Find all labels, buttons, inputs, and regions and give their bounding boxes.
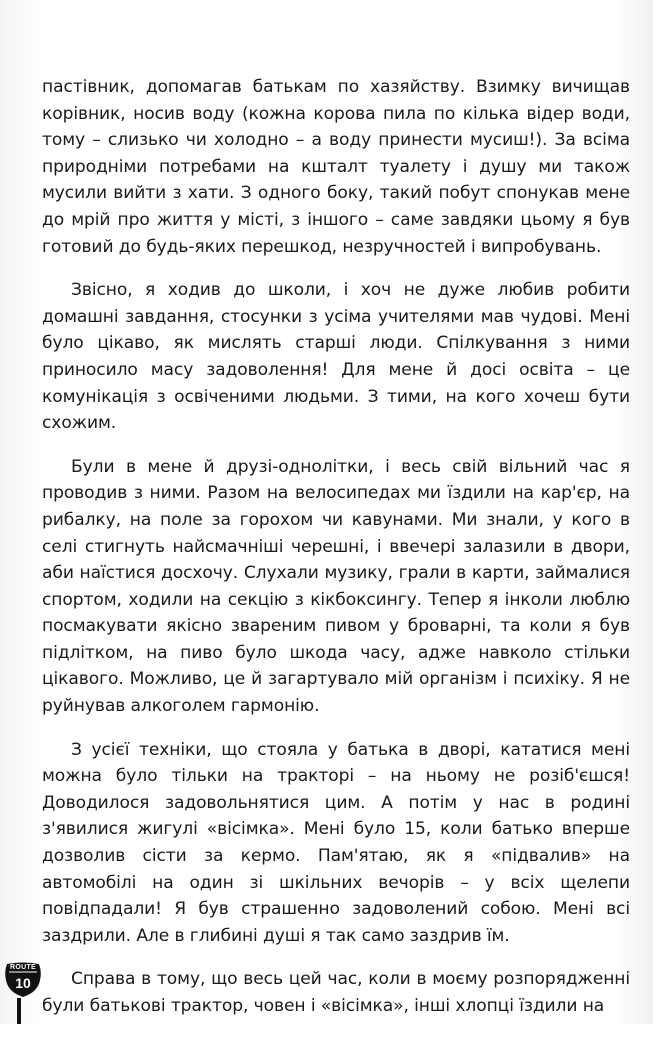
paragraph-5: Справа в тому, що весь цей час, коли в моєму розпорядженні були батькові трактор, човен і «вісімка», інші хлопці їздили на — [42, 969, 630, 1016]
body-text — [42, 74, 630, 1037]
paragraph-3: Були в мене й друзі-однолітки, і весь свій вільний час я проводив з ними. Разом на велосипедах ми їздили на кар'єр, на рибалку, на поле за горохом чи кавунами. Ми знали, у кого в селі стигнуть найсмачніші черешні, і ввечері залазили в двори, аби наїстися досхочу. Слухали музику, грали в карти, займалися спортом, ходили на секцію з кікбоксингу. Тепер я інколи люблю посмакувати якісно звареним пивом у броварні, та коли я був підлітком, на пиво було шкода часу, адже навколо стільки цікавого. Можливо, це й загартувало мій організм і психіку. Я не руйнував алкоголем гармонію. — [42, 456, 630, 717]
paragraph-1: пастівник, допомагав батькам по хазяйству. Взимку вичищав корівник, носив воду (кожна корова пила по кілька відер води, тому – слизько чи холодно – а воду принести мусиш!). За всіма природніми потребами на кшталт туалету і душу ми також мусили вийти з хати. З одного боку, такий побут спонукав мене до мрій про життя у місті, з іншого – саме завдяки цьому я був готовий до будь-яких перешкод, незручностей і випробувань. — [42, 77, 630, 257]
paragraph-2: Звісно, я ходив до школи, і хоч не дуже любив робити домашні завдання, стосунки з усіма учителями мав чудові. Мені було цікаво, як мислять старші люди. Спілкування з ними приносило масу задоволення! Для мене й досі освіта – це комунікація з освіченими людьми. З тими, на кого хочеш бути схожим. — [42, 280, 630, 434]
paragraph-4: З усієї техніки, що стояла у батька в дворі, кататися мені можна було тільки на тракторі – на ньому не розіб'єшся! Доводилося задовольнятися цим. А потім у нас в родині з'явилися жигулі «вісімка». Мені було 15, коли батько вперше дозволив сісти за кермо. Пам'ятаю, як я «підвалив» на автомобілі на один зі шкільних вечорів – у всіх щелепи повідпадали! Я був страшенно задоволений собою. Мені всі заздрили. Але в глибині душі я так само заздрив їм. — [42, 739, 630, 946]
badge-label: ROUTE — [10, 964, 36, 971]
route-shield-page-badge — [4, 962, 42, 998]
page-number: 10 — [15, 975, 31, 991]
badge-post — [17, 998, 21, 1024]
